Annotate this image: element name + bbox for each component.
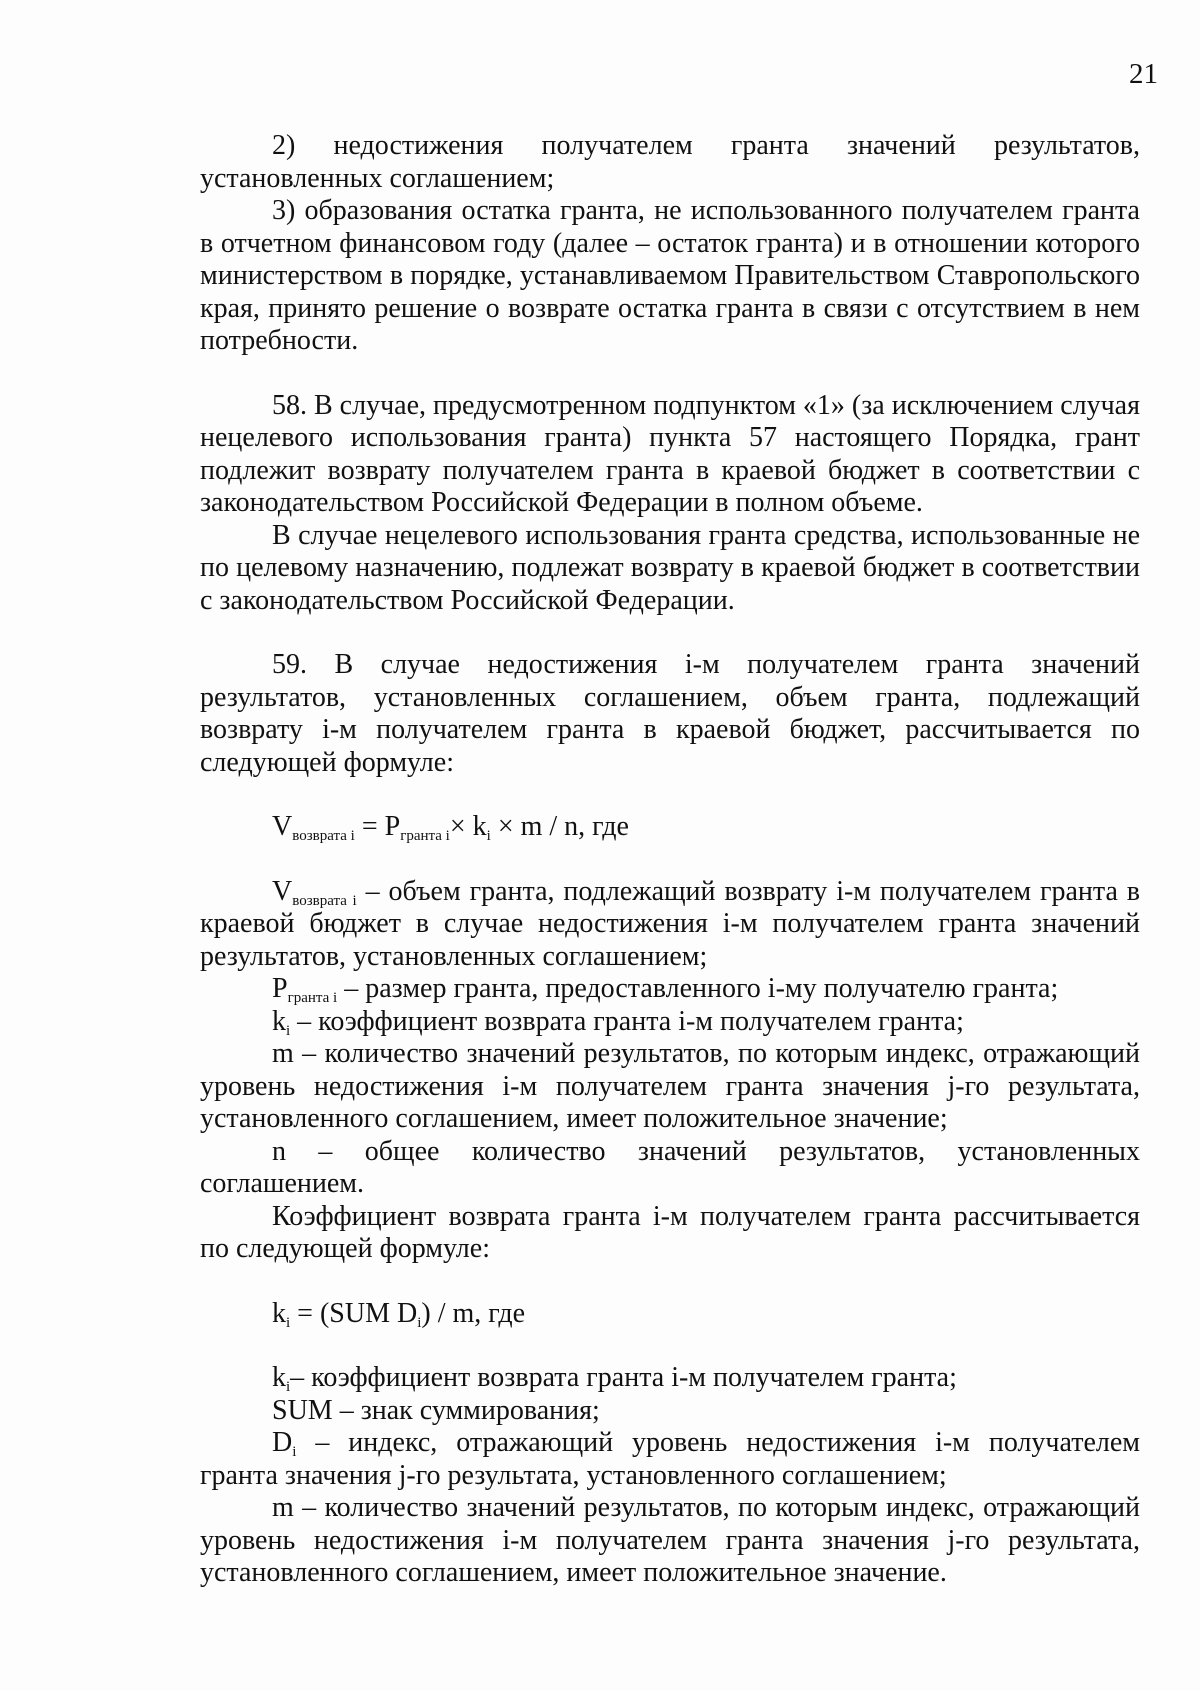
formula-p-subscript: гранта i bbox=[400, 828, 450, 844]
formula-eq-p: = P bbox=[354, 811, 401, 842]
definition2-k-subscript: i bbox=[286, 1379, 291, 1395]
definition-k-symbol: k bbox=[272, 1005, 286, 1037]
paragraph-item-3: 3) образования остатка гранта, не использованного получателем гранта в отчетном финансовом году (далее – остаток гранта) и в отношении которого министерством в порядке, устанавливаемом Правительством Ставропольского края, принято решение о возврате остатка гранта в связи с отсутствием в нем потребности. bbox=[200, 195, 1140, 356]
formula2-k-subscript: i bbox=[286, 1314, 291, 1331]
paragraph-58-misuse: В случае нецелевого использования гранта средства, использованные не по целевому назначению, подлежат возврату в краевой бюджет в соответствии с законодательством Российской Федерации. bbox=[200, 519, 1140, 616]
definition-n: n – общее количество значений результатов, установленных соглашением. bbox=[200, 1135, 1140, 1199]
formula-return-volume bbox=[200, 811, 1140, 844]
definition2-sum: SUM – знак суммирования; bbox=[272, 1394, 600, 1426]
definition-p-text: – размер гранта, предоставленного i-му получателю гранта; bbox=[337, 973, 1059, 1004]
definition2-k-symbol: k bbox=[272, 1362, 286, 1393]
definition2-d bbox=[200, 1427, 1140, 1492]
formula-times-k: × k bbox=[449, 811, 487, 842]
definition2-d-symbol: D bbox=[272, 1427, 293, 1458]
definition2-d-text: – индекс, отражающий уровень недостижения i-м получателем гранта значения j-го результата, установленного соглашением; bbox=[200, 1427, 1140, 1491]
formula-k-subscript: i bbox=[486, 828, 491, 844]
definition-m: m – количество значений результатов, по которым индекс, отражающий уровень недостижения i-м получателем гранта значения j-го результата, установленного соглашением, имеет положительное значение; bbox=[200, 1038, 1140, 1134]
formula-v-symbol: V bbox=[272, 811, 293, 842]
formula2-sum-d: = (SUM D bbox=[290, 1297, 418, 1329]
definition2-k bbox=[200, 1362, 1140, 1395]
paragraph-58: 58. В случае, предусмотренном подпунктом «1» (за исключением случая нецелевого использования гранта) пункта 57 настоящего Порядка, грант подлежит возврату получателем гранта в краевой бюджет в соответствии с законодательством Российской Федерации в полном объеме. bbox=[200, 389, 1140, 518]
definition-k-text: – коэффициент возврата гранта i-м получателем гранта; bbox=[290, 1005, 964, 1037]
formula-tail: × m / n, где bbox=[490, 811, 629, 842]
definition-v-text: – объем гранта, подлежащий возврату i-м получателем гранта в краевой бюджет в случае недостижения i-м получателем гранта значений результатов, установленных соглашением; bbox=[200, 875, 1141, 972]
definition2-k-text: – коэффициент возврата гранта i-м получателем гранта; bbox=[290, 1362, 957, 1393]
document-body bbox=[200, 130, 1140, 1590]
paragraph-item-2: 2) недостижения получателем гранта значений результатов, установленных соглашением; bbox=[200, 130, 1140, 194]
definition-v-symbol: V bbox=[272, 875, 293, 907]
formula-v-subscript: возврата i bbox=[292, 828, 355, 844]
definition2-d-subscript: i bbox=[292, 1444, 297, 1460]
formula2-d-subscript: i bbox=[417, 1314, 422, 1331]
definition-k bbox=[200, 1006, 1140, 1039]
formula-coefficient bbox=[200, 1298, 1140, 1331]
definition-k-subscript: i bbox=[286, 1022, 291, 1039]
page-number: 21 bbox=[1129, 58, 1158, 90]
definition-p bbox=[200, 973, 1140, 1006]
definition-v bbox=[200, 876, 1140, 974]
definition2-m: m – количество значений результатов, по которым индекс, отражающий уровень недостижения i-м получателем гранта значения j-го результата, установленного соглашением, имеет положительное значение. bbox=[200, 1492, 1140, 1588]
definition-p-symbol: P bbox=[272, 973, 288, 1004]
definition-v-subscript: возврата i bbox=[292, 892, 357, 909]
definition-p-subscript: гранта i bbox=[287, 990, 338, 1006]
formula2-k-symbol: k bbox=[272, 1297, 286, 1329]
paragraph-59: 59. В случае недостижения i-м получателем гранта значений результатов, установленных соглашением, объем гранта, подлежащий возврату i-м получателем гранта в краевой бюджет, рассчитывается по следующей формуле: bbox=[200, 649, 1140, 778]
coefficient-intro: Коэффициент возврата гранта i-м получателем гранта рассчитывается по следующей формуле: bbox=[200, 1200, 1140, 1264]
formula2-tail: ) / m, где bbox=[421, 1297, 526, 1329]
